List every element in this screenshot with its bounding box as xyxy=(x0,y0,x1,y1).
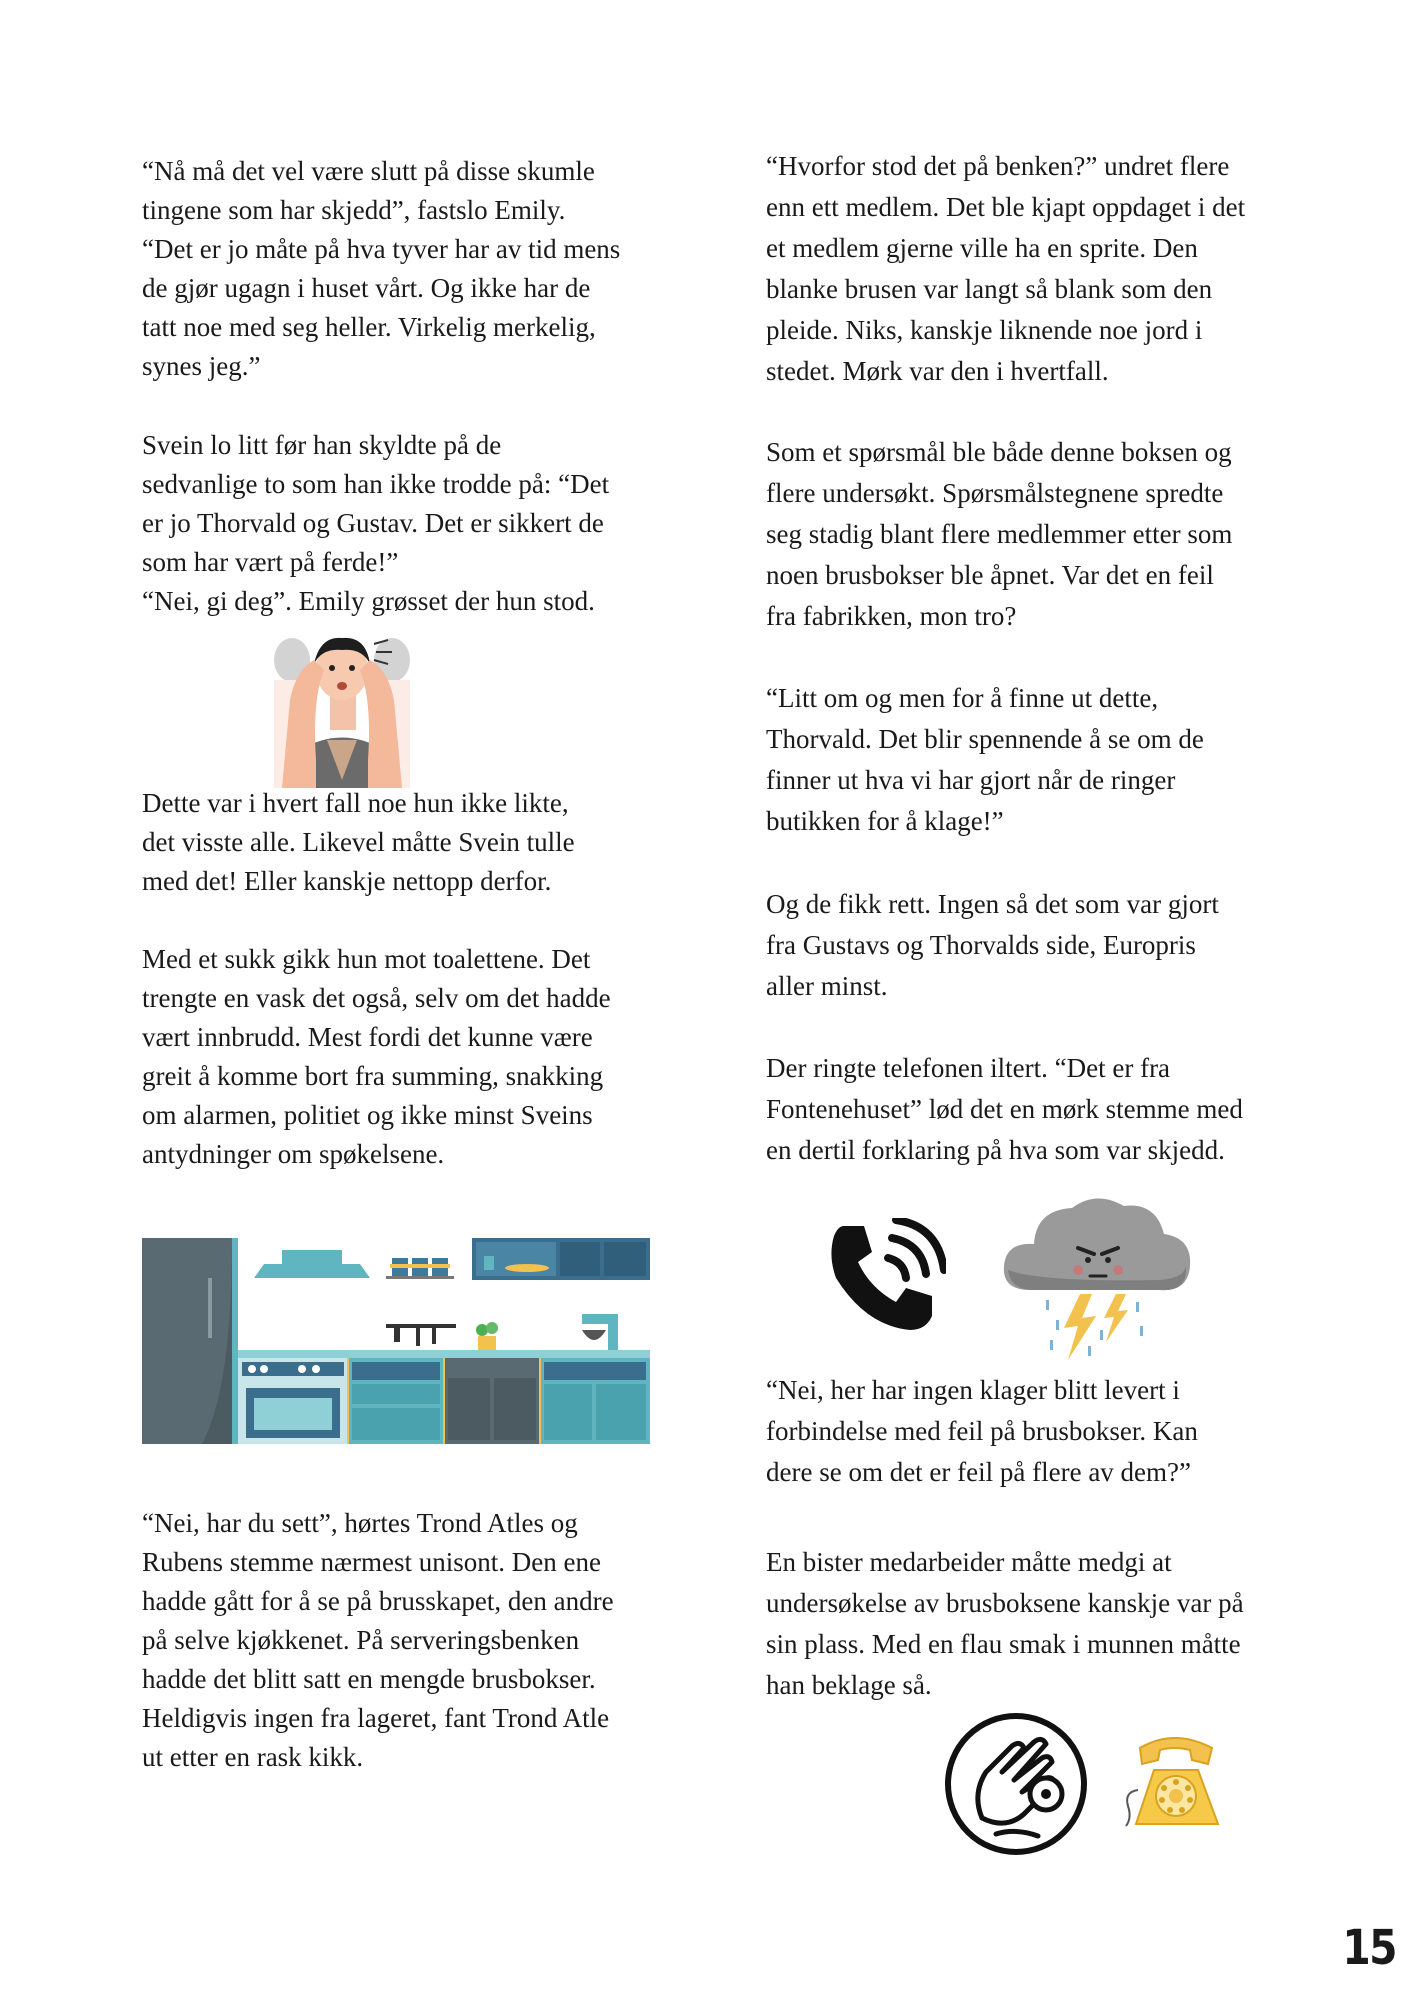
rotary-phone-icon xyxy=(1122,1730,1228,1834)
angry-storm-cloud-icon xyxy=(1000,1190,1194,1362)
paragraph: “Hvorfor stod det på benken?” undret flere enn ett medlem. Det ble kjapt oppdaget i det et medlem gjerne ville ha en sprite. Den blanke brusen var langt så blank som den pleide. Niks, kanskje liknende noe jord i stedet. Mørk var den i hvertfall. xyxy=(766,151,1246,386)
scared-woman-illustration xyxy=(272,630,412,788)
paragraph: “Litt om og men for å finne ut dette, Thorvald. Det blir spennende å se om de finner ut hva vi har gjort når de ringer butikken for å klage!” xyxy=(766,683,1204,836)
paragraph: Der ringte telefonen iltert. “Det er fra Fontenehuset” lød det en mørk stemme med en dertil forklaring på hva som var skjedd. xyxy=(766,1053,1243,1165)
paragraph: “Nei, her har ingen klager blitt levert i forbindelse med feil på brusbokser. Kan dere se om det er feil på flere av dem?” xyxy=(766,1375,1198,1487)
page-number: 15 xyxy=(1342,1920,1396,1976)
paragraph: En bister medarbeider måtte medgi at undersøkelse av brusboksene kanskje var på sin plass. Med en flau smak i munnen måtte han beklage så. xyxy=(766,1547,1244,1700)
paragraph: Svein lo litt før han skyldte på de sedvanlige to som han ikke trodde på: “Det er jo Thorvald og Gustav. Det er sikkert de som har vært på ferde!” “Nei, gi deg”. Emily grøsset der hun stod. xyxy=(142,430,610,616)
paragraph: Med et sukk gikk hun mot toalettene. Det trengte en vask det også, selv om det hadde vært innbrudd. Mest fordi det kunne være greit å komme bort fra summing, snakking om alarmen, politiet og ikke minst Sveins antydninger om spøkelsene. xyxy=(142,944,611,1169)
paragraph: Dette var i hvert fall noe hun ikke likte, det visste alle. Likevel måtte Svein tulle med det! Eller kanskje nettopp derfor. xyxy=(142,788,575,896)
paragraph: Og de fikk rett. Ingen så det som var gjort fra Gustavs og Thorvalds side, Europris aller minst. xyxy=(766,889,1219,1001)
phone-call-icon xyxy=(826,1218,946,1336)
paragraph: “Nå må det vel være slutt på disse skumle tingene som har skjedd”, fastslo Emily. “Det er jo måte på hva tyver har av tid mens de gjør ugagn i huset vårt. Og ikke har de tatt noe med seg heller. Virkelig merkelig, synes jeg.” xyxy=(142,156,621,381)
facepalm-icon xyxy=(942,1710,1090,1858)
paragraph: Som et spørsmål ble både denne boksen og flere undersøkt. Spørsmålstegnene spredte seg stadig blant flere medlemmer etter som noen brusbokser ble åpnet. Var det en feil fra fabrikken, mon tro? xyxy=(766,437,1233,631)
paragraph: “Nei, har du sett”, hørtes Trond Atles og Rubens stemme nærmest unisont. Den ene hadde gått for å se på brusskapet, den andre på selve kjøkkenet. På serveringsbenken hadde det blitt satt en mengde brusbokser. Heldigvis ingen fra lageret, fant Trond Atle ut etter en rask kikk. xyxy=(142,1508,614,1772)
kitchen-illustration xyxy=(142,1238,650,1444)
